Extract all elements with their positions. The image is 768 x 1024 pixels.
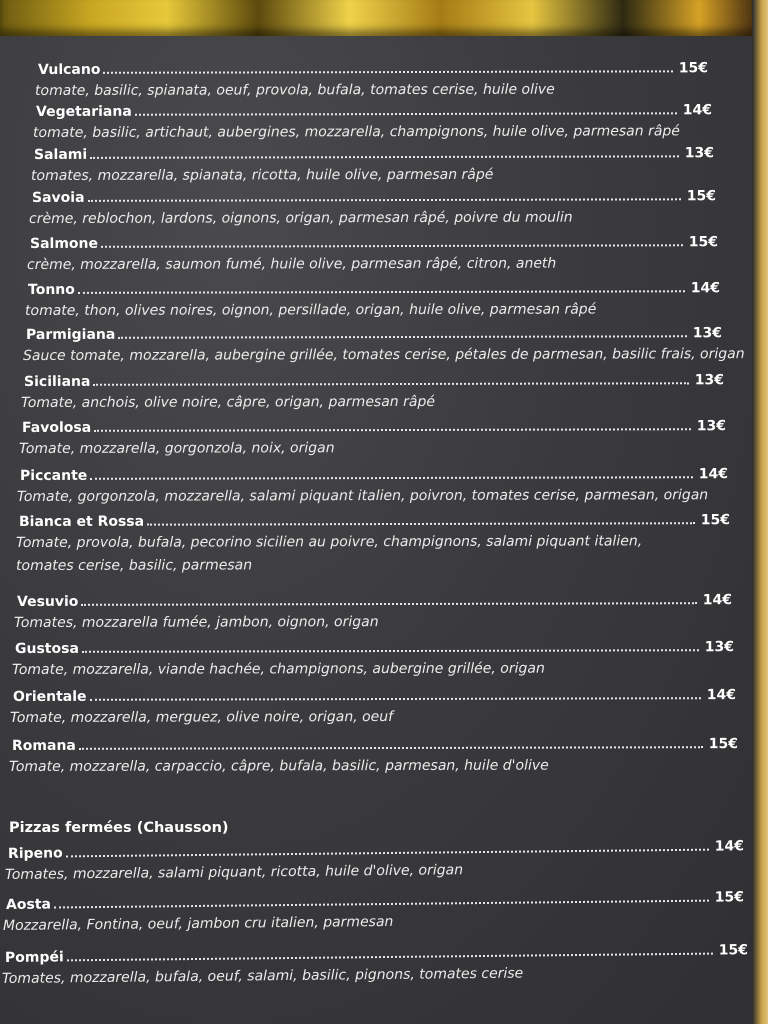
pizza-price: 15€ [678, 60, 709, 77]
pizza-ingredients: tomate, basilic, spianata, oeuf, provola, bufala, tomates cerise, huile olive [34, 81, 555, 99]
pizza-name: Orientale [12, 688, 87, 705]
dot-leader [147, 522, 695, 525]
dot-leader [78, 290, 685, 294]
dot-leader [103, 70, 672, 73]
pizza-price: 15€ [700, 512, 731, 529]
pizza-name: Tonno [27, 281, 75, 298]
pizza-name: Pompéi [4, 949, 64, 966]
pizza-ingredients: tomates, mozzarella, spianata, ricotta, huile olive, parmesan râpé [30, 166, 494, 184]
pizza-ingredients: Tomate, mozzarella, viande hachée, champignons, aubergine grillée, origan [11, 660, 545, 678]
pizza-ingredients: tomates cerise, basilic, parmesan [15, 557, 253, 574]
dot-leader [82, 649, 699, 653]
pizza-ingredients: Sauce tomate, mozzarella, aubergine grillée, tomates cerise, pétales de parmesan, basilic frais, origan [22, 346, 745, 364]
pizza-name: Siciliana [23, 373, 91, 390]
pizza-name: Bianca et Rossa [18, 513, 145, 530]
dot-leader [67, 953, 713, 962]
pizza-name: Vulcano [37, 61, 101, 78]
pizza-name: Favolosa [21, 419, 92, 436]
menu-item-row [13, 687, 736, 705]
pizza-price: 13€ [696, 418, 727, 435]
pizza-price: 13€ [692, 325, 723, 342]
pizza-price: 14€ [702, 592, 733, 609]
pizza-price: 15€ [718, 942, 749, 959]
dot-leader [118, 335, 686, 338]
pizza-ingredients: Tomate, provola, bufala, pecorino sicilien au poivre, champignons, salami piquant italien, [15, 533, 643, 551]
menu-item-row [34, 145, 714, 163]
pizza-price: 13€ [704, 639, 735, 656]
menu-item-row [32, 188, 716, 206]
pizza-ingredients: Tomates, mozzarella, salami piquant, ricotta, huile d'olive, origan [4, 862, 464, 883]
menu-item-row [38, 60, 708, 78]
pizza-ingredients: Tomates, mozzarella, bufala, oeuf, salami, basilic, pignons, tomates cerise [1, 965, 524, 987]
menu-item-row [8, 838, 744, 862]
pizza-ingredients: crème, reblochon, lardons, oignons, origan, parmesan râpé, poivre du moulin [28, 209, 573, 227]
pizza-ingredients: Tomate, gorgonzola, mozzarella, salami piquant italien, poivron, tomates cerise, parmesan, origan [16, 487, 709, 505]
pizza-price: 15€ [688, 234, 719, 251]
pizza-price: 15€ [686, 188, 717, 205]
menu-item-row [17, 592, 732, 610]
pizza-ingredients: tomate, thon, olives noires, oignon, persillade, origan, huile olive, parmesan râpé [24, 301, 597, 319]
section-title-closed-pizzas: Pizzas fermées (Chausson) [9, 820, 229, 836]
pizza-price: 14€ [698, 466, 729, 483]
menu-item-row [5, 942, 748, 966]
menu-item-row [15, 639, 734, 657]
menu-item-row [6, 889, 744, 913]
pizza-ingredients: Tomate, anchois, olive noire, câpre, origan, parmesan râpé [20, 393, 435, 411]
pizza-price: 15€ [714, 889, 745, 906]
pizza-ingredients: Tomate, mozzarella, gorgonzola, noix, origan [18, 440, 335, 457]
pizza-name: Salami [33, 146, 88, 163]
pizza-price: 14€ [690, 280, 721, 297]
dot-leader [66, 849, 709, 858]
dot-leader [79, 746, 703, 750]
dot-leader [93, 382, 688, 386]
menu-item-row [30, 234, 718, 252]
pizza-price: 14€ [682, 102, 713, 119]
dot-leader [90, 697, 701, 701]
menu-item-row [24, 372, 724, 390]
dot-leader [101, 244, 683, 248]
pizza-price: 14€ [706, 687, 737, 704]
menu-edge [752, 0, 768, 1024]
pizza-ingredients: Tomates, mozzarella fumée, jambon, oignon, origan [13, 614, 379, 631]
pizza-name: Romana [11, 737, 76, 754]
pizza-name: Vegetariana [35, 103, 132, 120]
dot-leader [54, 900, 709, 909]
dot-leader [88, 198, 681, 202]
pizza-ingredients: crème, mozzarella, saumon fumé, huile olive, parmesan râpé, citron, aneth [26, 255, 557, 273]
pizza-name: Savoia [31, 189, 85, 206]
pizza-name: Salmone [29, 235, 99, 252]
pizza-price: 13€ [684, 145, 715, 162]
menu-item-row [28, 280, 720, 298]
pizza-name: Parmigiana [25, 326, 116, 343]
pizza-price: 13€ [694, 372, 725, 389]
pizza-ingredients: Tomate, mozzarella, carpaccio, câpre, bufala, basilic, parmesan, huile d'olive [8, 757, 549, 775]
pizza-name: Ripeno [7, 845, 63, 862]
dot-leader [90, 476, 693, 480]
pizza-name: Piccante [19, 467, 88, 484]
pizza-name: Vesuvio [16, 593, 79, 610]
pizza-name: Aosta [5, 896, 52, 913]
dot-leader [90, 155, 679, 159]
pizza-name: Gustosa [14, 640, 79, 657]
dot-leader [135, 112, 677, 115]
menu-item-row [36, 102, 712, 120]
pizza-ingredients: Mozzarella, Fontina, oeuf, jambon cru italien, parmesan [2, 913, 394, 934]
pizza-ingredients: Tomate, mozzarella, merguez, olive noire, origan, oeuf [9, 708, 394, 726]
menu-item-row [26, 325, 722, 343]
pizza-price: 15€ [708, 736, 739, 753]
menu-item-row [12, 736, 738, 754]
pizza-price: 14€ [714, 838, 745, 855]
menu-item-row [19, 512, 730, 530]
menu-item-row [22, 418, 726, 436]
menu-item-row [20, 466, 728, 484]
dot-leader [94, 428, 691, 432]
pizza-ingredients: tomate, basilic, artichaut, aubergines, mozzarella, champignons, huile olive, parmesan râpé [32, 123, 680, 141]
dot-leader [81, 602, 696, 606]
